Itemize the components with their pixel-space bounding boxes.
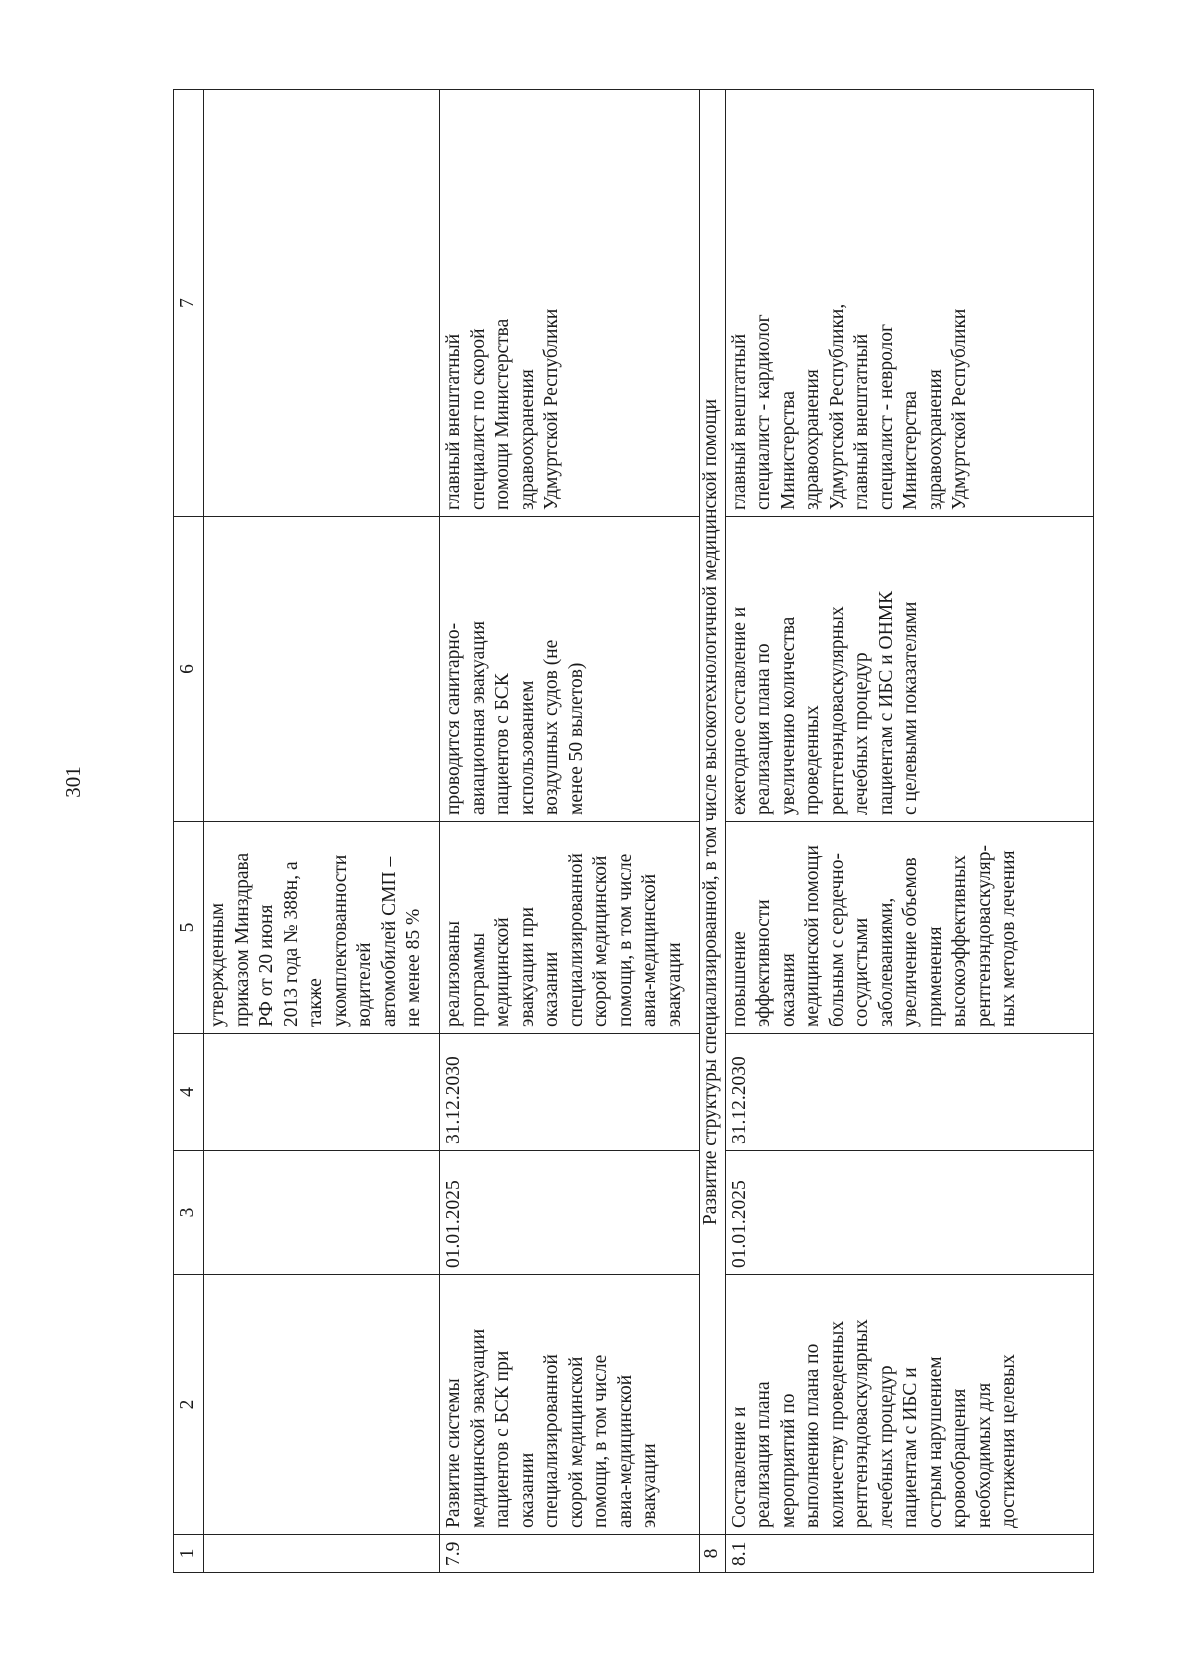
cont-responsible: [204, 90, 440, 517]
header-col-4: 4: [174, 1034, 204, 1151]
section-8-num: 8: [700, 1535, 726, 1573]
row-7-9-responsible: главный внештатный специалист по скорой помощи Министерства здравоохранения Удмуртской Республики: [440, 90, 700, 517]
row-7-9: [440, 90, 700, 1573]
page-number: 301: [61, 766, 85, 798]
cont-indicator: [204, 517, 440, 822]
header-col-7: 7: [174, 90, 204, 517]
row-7-9-result: реализованы программы медицинской эвакуации при оказании специализированной скорой медицинской помощи, в том числе авиа-медицинской эвакуации: [440, 822, 700, 1034]
row-7-9-start: 01.01.2025: [440, 1151, 700, 1275]
header-col-6: 6: [174, 517, 204, 822]
row-7-9-name: Развитие системы медицинской эвакуации пациентов с БСК при оказании специализированной скорой медицинской помощи, в том числе авиа-медицинской эвакуации: [440, 1275, 700, 1535]
row-7-9-indicator: проводится санитарно- авиационная эвакуация пациентов с БСК использованием воздушных судов (не менее 50 вылетов): [440, 517, 700, 822]
row-8-1-indicator: ежегодное составление и реализация плана по увеличению количества проведенных рентгенэндоваскулярных лечебных процедур пациентам с ИБС и ОНМК с целевыми показателями: [725, 517, 1094, 822]
measures-table: [173, 89, 1094, 1573]
cont-num: [204, 1535, 440, 1573]
cont-name: [204, 1275, 440, 1535]
row-7-9-end: 31.12.2030: [440, 1034, 700, 1151]
cont-end: [204, 1034, 440, 1151]
row-8-1-end: 31.12.2030: [725, 1034, 1094, 1151]
cont-start: [204, 1151, 440, 1275]
cont-result: утвержденным приказом Минздрава РФ от 20 июня 2013 года № 388н, а также укомплектованности водителей автомобилей СМП – не менее 85 %: [204, 822, 440, 1034]
row-8-1-num: 8.1: [725, 1535, 1094, 1573]
rotated-table-container: [173, 90, 1094, 1573]
row-8-1-start: 01.01.2025: [725, 1151, 1094, 1275]
row-8-1-name: Составление и реализация плана мероприятий по выполнению плана по количеству проведенных рентгенэндоваскулярных лечебных процедур пациентам с ИБС и острым нарушением кровообращения необходимых для достижения целевых: [725, 1275, 1094, 1535]
header-col-2: 2: [174, 1275, 204, 1535]
continuation-row: [204, 90, 440, 1573]
row-7-9-num: 7.9: [440, 1535, 700, 1573]
row-8-1-result: повышение эффективности оказания медицинской помощи больным с сердечно- сосудистыми заболеваниями, увеличение объемов применения высокоэффективных рентгенэндоваскуляр- ных методов лечения: [725, 822, 1094, 1034]
row-8-1: [725, 90, 1094, 1573]
header-col-5: 5: [174, 822, 204, 1034]
header-row: [174, 90, 204, 1573]
section-8-title: Развитие структуры специализированной, в том числе высокотехнологичной медицинской помощи: [700, 90, 726, 1535]
header-col-1: 1: [174, 1535, 204, 1573]
section-8-row: [700, 90, 726, 1573]
header-col-3: 3: [174, 1151, 204, 1275]
row-8-1-responsible: главный внештатный специалист - кардиолог Министерства здравоохранения Удмуртской Республики, главный внештатный специалист - невролог Министерства здравоохранения Удмуртской Республики: [725, 90, 1094, 517]
